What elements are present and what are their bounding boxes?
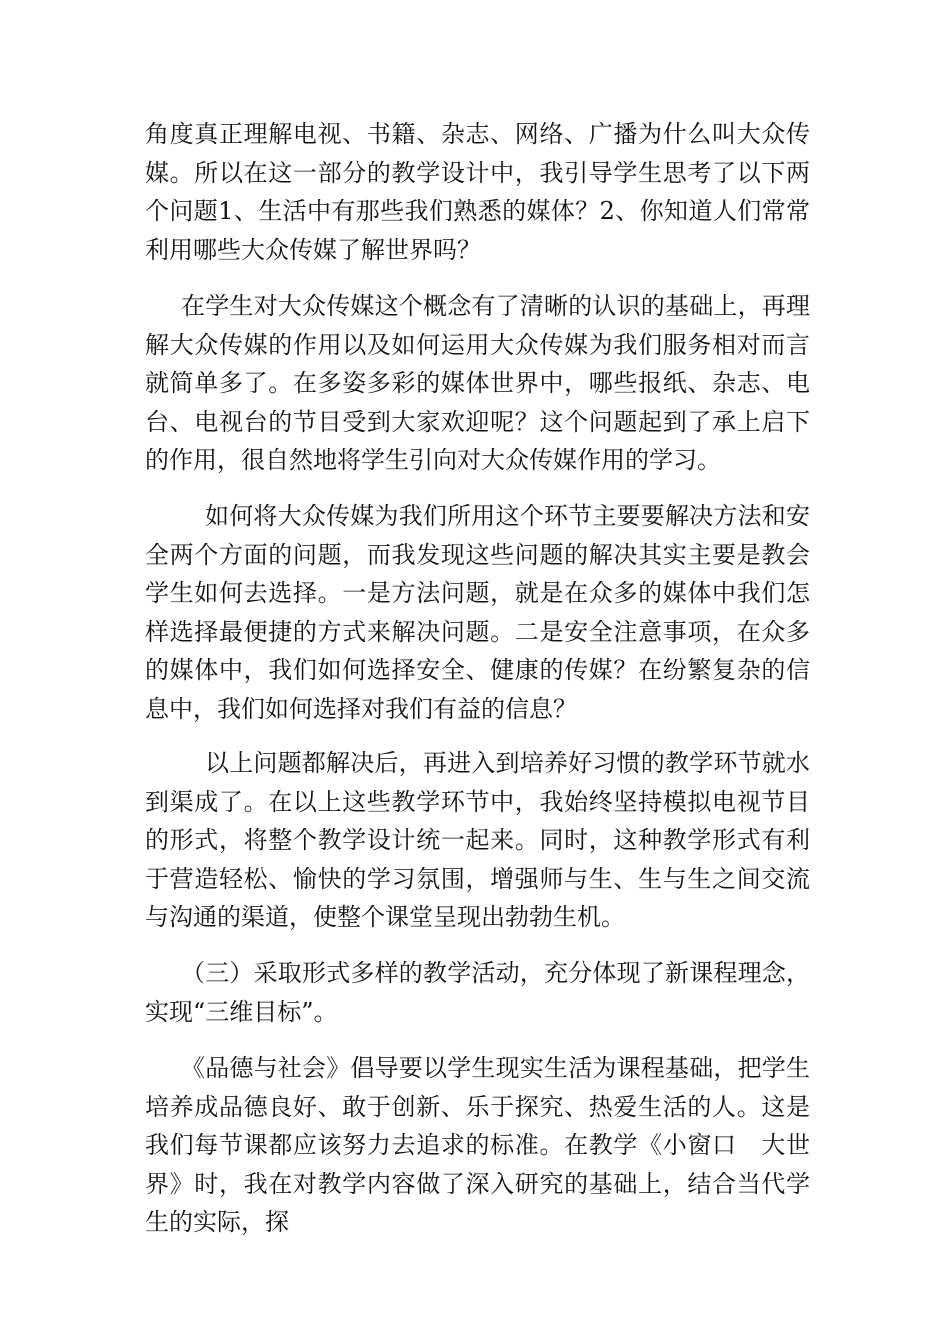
paragraph-5: 《品德与社会》倡导要以学生现实生活为课程基础，把学生培养成品德良好、敢于创新、乐于探究、热爱生活的人。这是我们每节课都应该努力去追求的标准。在教学《小窗口 大世界》时，我在对教学内容做了深入研究的基础上，结合当代学生的实际，探 — [145, 1054, 810, 1236]
paragraph-3: 如何将大众传媒为我们所用这个环节主要要解决方法和安全两个方面的问题，而我发现这些问题的解决其实主要是教会学生如何去选择。一是方法问题，就是在众多的媒体中我们怎样选择最便捷的方式来解决问题。二是安全注意事项，在众多的媒体中，我们如何选择安全、健康的传媒？在纷繁复杂的信息中，我们如何选择对我们有益的信息？ — [145, 502, 810, 723]
paragraph-1: 角度真正理解电视、书籍、杂志、网络、广播为什么叫大众传媒。所以在这一部分的教学设计中，我引导学生思考了以下两个问题1、生活中有那些我们熟悉的媒体？2、你知道人们常常利用哪些大众传媒了解世界吗？ — [145, 120, 810, 264]
section-heading: （三）采取形式多样的教学活动，充分体现了新课程理念，实现“三维目标”。 — [145, 959, 810, 1026]
paragraph-4: 以上问题都解决后，再进入到培养好习惯的教学环节就水到渠成了。在以上这些教学环节中，我始终坚持模拟电视节目的形式，将整个教学设计统一起来。同时，这种教学形式有利于营造轻松、愉快的学习氛围，增强师与生、生与生之间交流与沟通的渠道，使整个课堂呈现出勃勃生机。 — [145, 749, 810, 931]
paragraph-2: 在学生对大众传媒这个概念有了清晰的认识的基础上，再理解大众传媒的作用以及如何运用大众传媒为我们服务相对而言就简单多了。在多姿多彩的媒体世界中，哪些报纸、杂志、电台、电视台的节目受到大家欢迎呢？这个问题起到了承上启下的作用，很自然地将学生引向对大众传媒作用的学习。 — [145, 292, 810, 474]
